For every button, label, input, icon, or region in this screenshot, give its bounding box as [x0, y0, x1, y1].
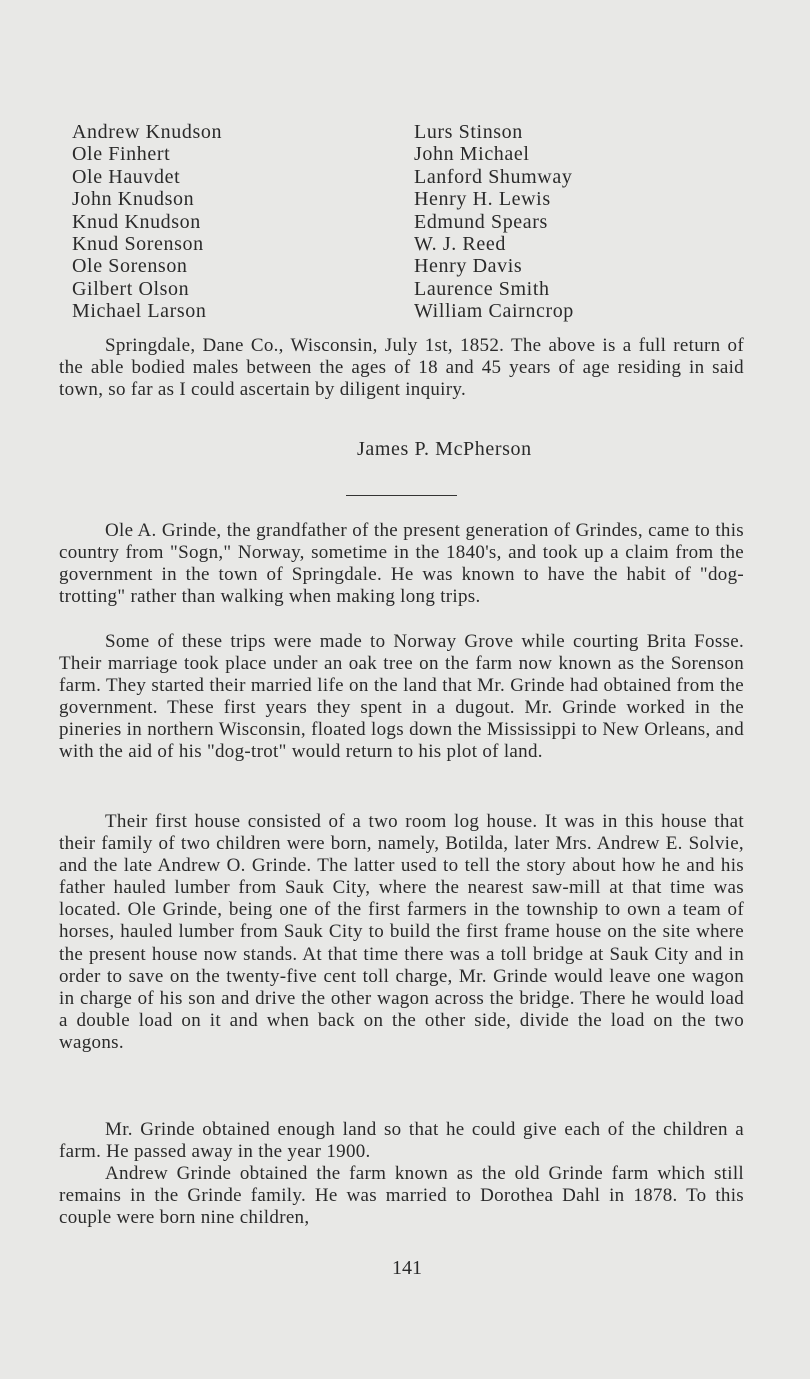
name-entry: Knud Knudson — [72, 210, 201, 233]
name-entry: Lanford Shumway — [414, 165, 573, 188]
names-list-left — [72, 121, 222, 323]
name-entry: Michael Larson — [72, 300, 207, 323]
names-list-right — [414, 121, 574, 323]
body-paragraph: Mr. Grinde obtained enough land so that he could give each of the children a farm. He passed away in the year 1900. — [59, 1119, 744, 1163]
name-entry: Ole Finhert — [72, 143, 171, 166]
name-entry: Edmund Spears — [414, 210, 548, 233]
name-entry: Andrew Knudson — [72, 121, 223, 143]
name-entry: Laurence Smith — [414, 277, 550, 300]
name-entry: Henry Davis — [414, 255, 523, 278]
name-entry: Ole Sorenson — [72, 255, 188, 278]
body-paragraph: Their first house consisted of a two room log house. It was in this house that their family of two children were born, namely, Botilda, later Mrs. Andrew E. Solvie, and the late Andrew O. Grinde. The latter used to tell the story about how he and his father hauled lumber from Sauk City, where the nearest saw-mill at that time was located. Ole Grinde, being one of the first farmers in the township to own a team of horses, hauled lumber from Sauk City to build the first frame house on the site where the present house now stands. At that time there was a toll bridge at Sauk City and in order to save on the twenty-five cent toll charge, Mr. Grinde would leave one wagon in charge of his son and drive the other wagon across the bridge. There he would load a double load on it and when back on the other side, divide the load on the two wagons. — [59, 811, 744, 1053]
certification-paragraph: Springdale, Dane Co., Wisconsin, July 1st, 1852. The above is a full return of the able bodied males between the ages of 18 and 45 years of age residing in said town, so far as I could ascertain by diligent inquiry. — [59, 335, 744, 401]
section-divider — [346, 495, 457, 496]
body-paragraph: Andrew Grinde obtained the farm known as the old Grinde farm which still remains in the Grinde family. He was married to Dorothea Dahl in 1878. To this couple were born nine children, — [59, 1163, 744, 1229]
name-entry: Henry H. Lewis — [414, 188, 551, 211]
name-entry: Ole Hauvdet — [72, 165, 181, 188]
name-entry: John Knudson — [72, 188, 195, 211]
body-paragraph: Ole A. Grinde, the grandfather of the present generation of Grindes, came to this country from "Sogn," Norway, sometime in the 1840's, and took up a claim from the government in the town of Springdale. He was known to have the habit of "dog-trotting" rather than walking when making long trips. — [59, 520, 744, 608]
signature: James P. McPherson — [357, 438, 532, 460]
page-number: 141 — [392, 1257, 422, 1279]
name-entry: Knud Sorenson — [72, 233, 204, 256]
body-paragraph: Some of these trips were made to Norway Grove while courting Brita Fosse. Their marriage took place under an oak tree on the farm now known as the Sorenson farm. They started their married life on the land that Mr. Grinde had obtained from the government. These first years they spent in a dugout. Mr. Grinde worked in the pineries in northern Wisconsin, floated logs down the Mississippi to New Orleans, and with the aid of his "dog-trot" would return to his plot of land. — [59, 631, 744, 763]
name-entry: Lurs Stinson — [414, 121, 523, 143]
name-entry: John Michael — [414, 143, 530, 166]
name-entry: W. J. Reed — [414, 233, 506, 256]
name-entry: Gilbert Olson — [72, 277, 190, 300]
name-entry: William Cairncrop — [414, 300, 574, 323]
